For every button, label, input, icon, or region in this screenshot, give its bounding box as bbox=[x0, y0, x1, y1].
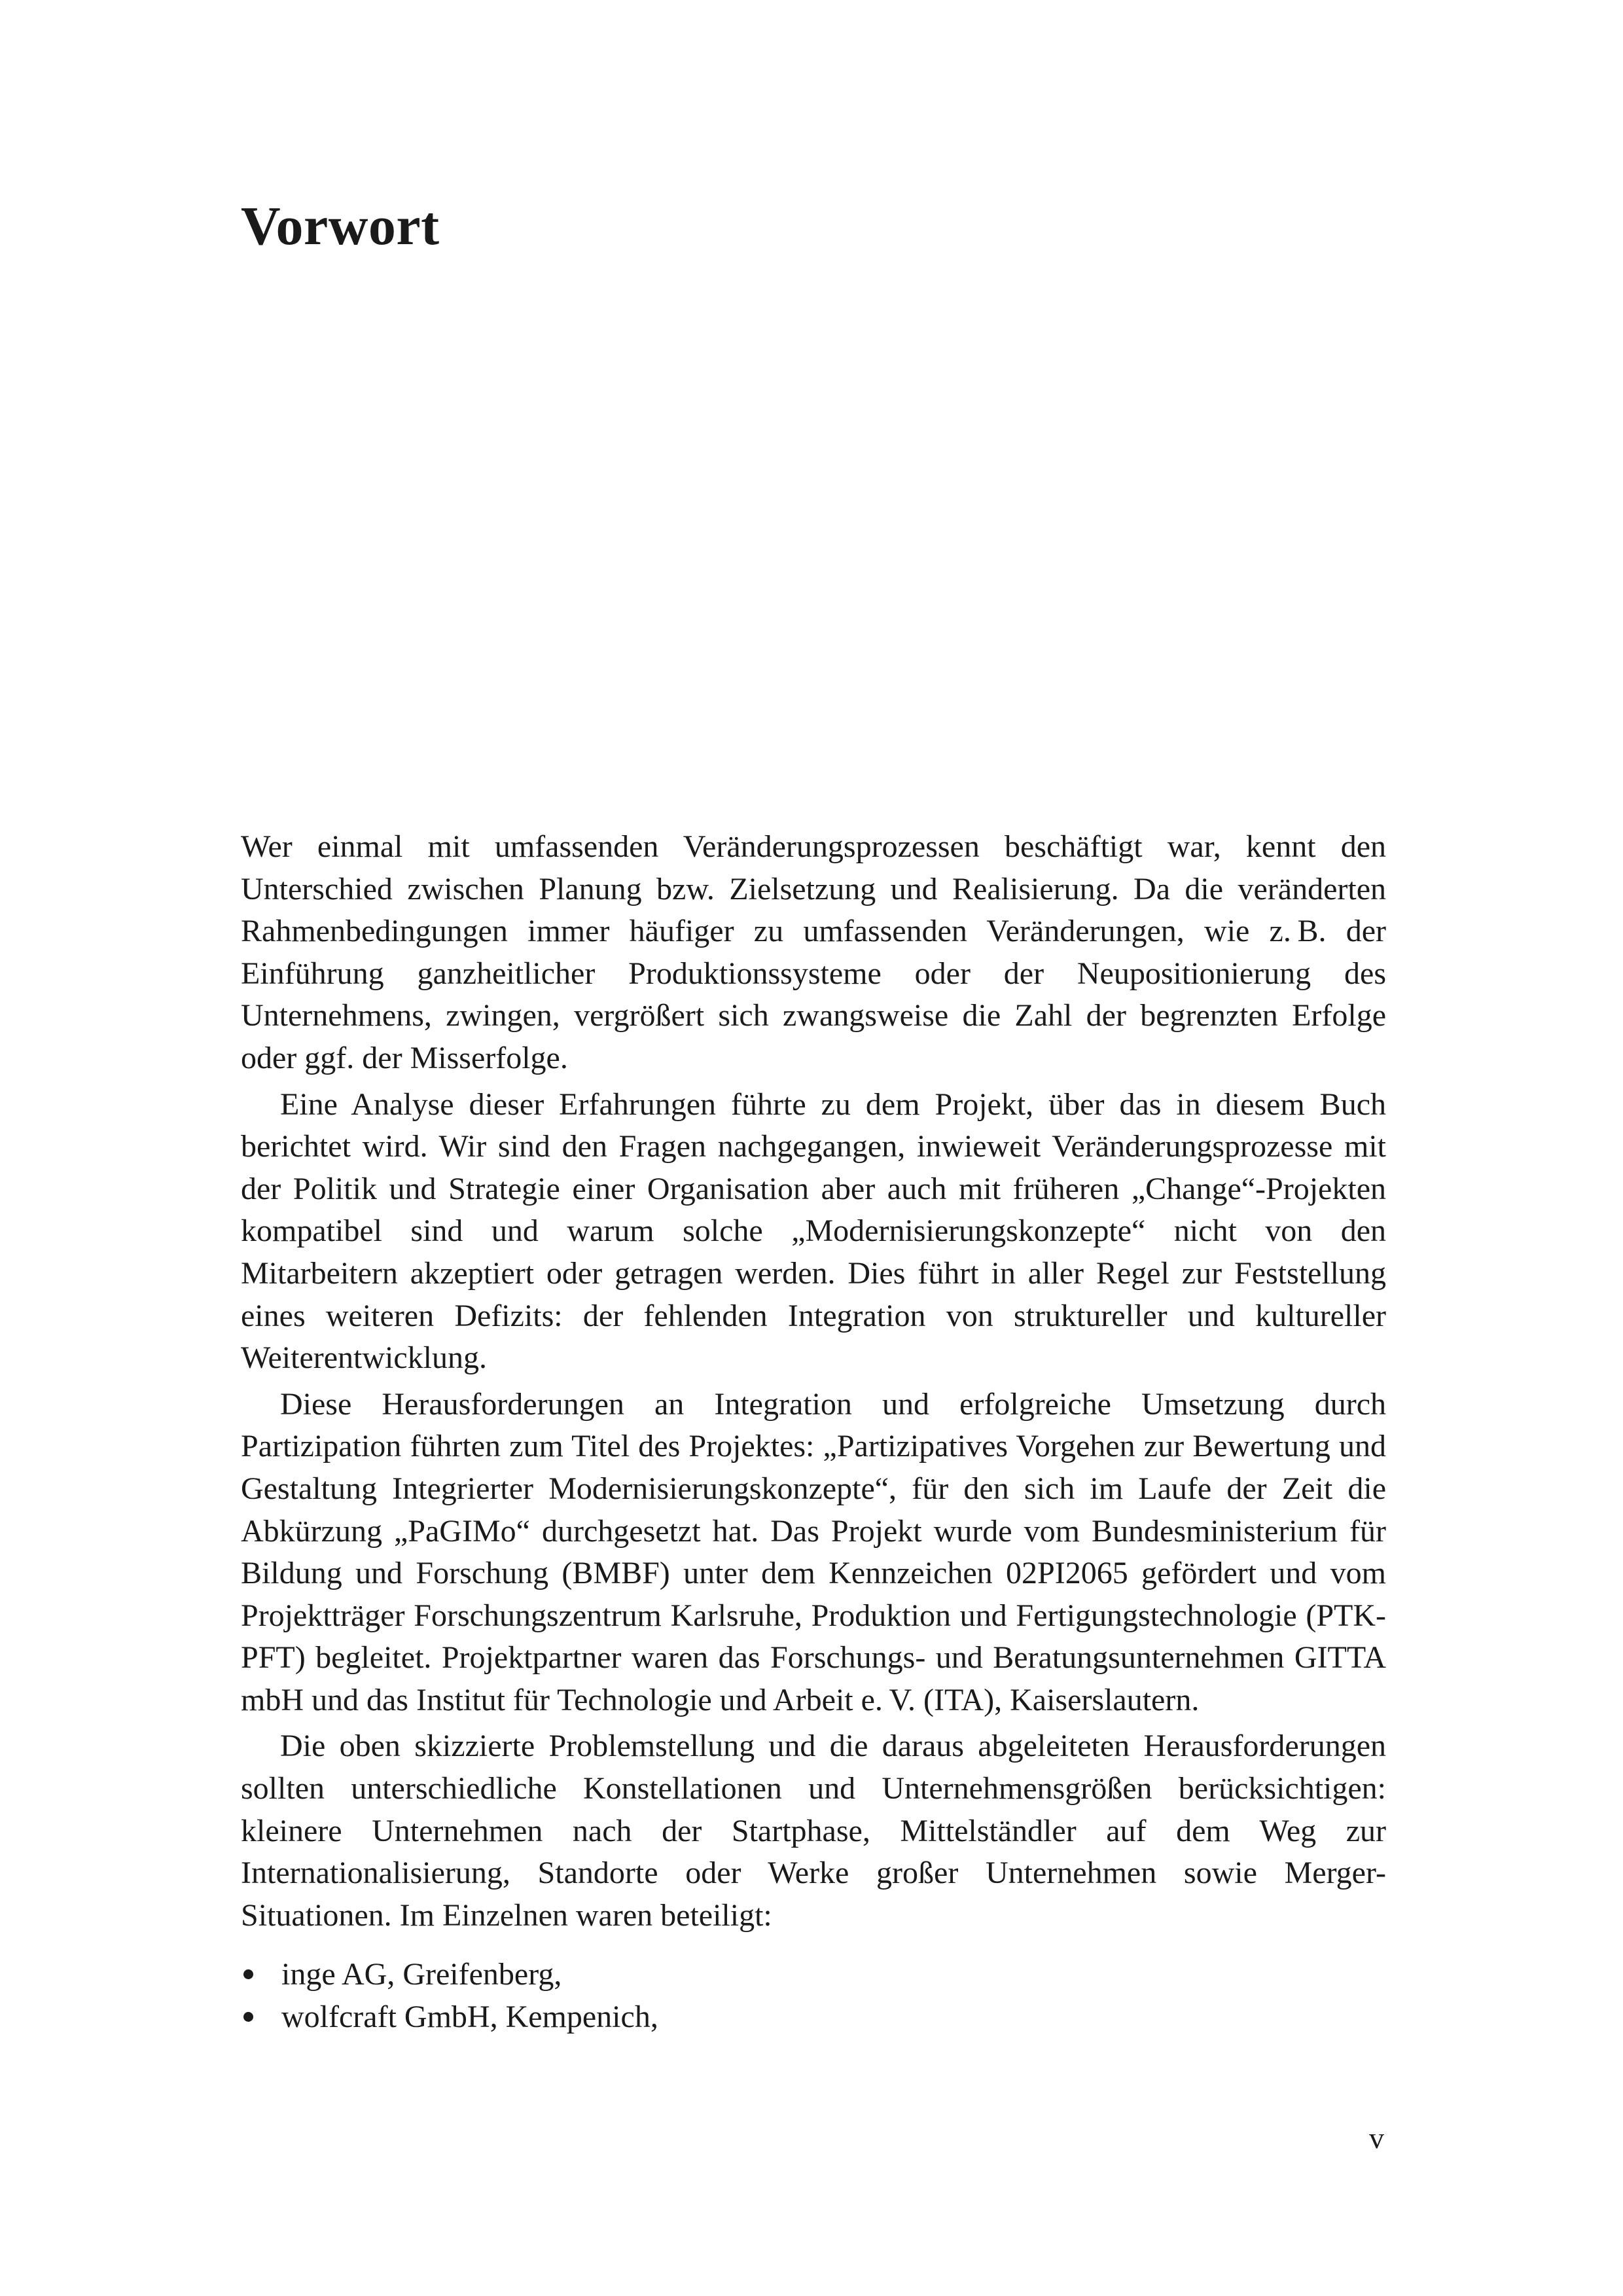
page-number: v bbox=[1369, 2121, 1384, 2155]
paragraph-1: Wer einmal mit umfassenden Veränderungsprozessen beschäftigt war, kennt den Unterschied zwischen Planung bzw. Zielsetzung und Realisierung. Da die veränderten Rahmenbedingungen immer häufiger zu umfassenden Veränderungen, wie z. B. der Einführung ganzheitlicher Produktionssysteme oder der Neupositionierung des Unternehmens, zwingen, vergrößert sich zwangsweise die Zahl der begrenzten Erfolge oder ggf. der Misserfolge. bbox=[241, 829, 1386, 1075]
list-item-text: wolfcraft GmbH, Kempenich, bbox=[281, 2000, 658, 2035]
participant-list bbox=[241, 1954, 1386, 2038]
paragraph-4: Die oben skizzierte Problemstellung und die daraus abgeleiteten Herausforderungen sollten unterschiedliche Konstellationen und Unternehmensgrößen berücksichtigen: kleinere Unternehmen nach der Startphase, Mittelständler auf dem Weg zur Internationalisierung, Standorte oder Werke großer Unternehmen sowie Merger-Situationen. Im Einzelnen waren beteiligt: bbox=[241, 1729, 1386, 1933]
bullet-icon bbox=[243, 1969, 253, 1979]
paragraph-3: Diese Herausforderungen an Integration und erfolgreiche Umsetzung durch Partizipation führten zum Titel des Projektes: „Partizipatives Vorgehen zur Bewertung und Gestaltung Integrierter Modernisierungskonzepte“, für den sich im Laufe der Zeit die Abkürzung „PaGIMo“ durchgesetzt hat. Das Projekt wurde vom Bundesministerium für Bildung und Forschung (BMBF) unter dem Kennzeichen 02PI2065 gefördert und vom Projektträger Forschungszentrum Karlsruhe, Produktion und Fertigungstechnologie (PTK-PFT) begleitet. Projektpartner waren das Forschungs- und Beratungsunternehmen GITTA mbH und das Institut für Technologie und Arbeit e. V. (ITA), Kaiserslautern. bbox=[241, 1386, 1386, 1717]
page-title: Vorwort bbox=[241, 196, 440, 257]
body-text bbox=[241, 826, 1386, 2039]
list-item bbox=[241, 1954, 1386, 1996]
paragraph-2: Eine Analyse dieser Erfahrungen führte zu dem Projekt, über das in diesem Buch berichtet wird. Wir sind den Fragen nachgegangen, inwieweit Veränderungsprozesse mit der Politik und Strategie einer Organisation aber auch mit früheren „Change“-Projekten kompatibel sind und warum solche „Modernisierungskonzepte“ nicht von den Mitarbeitern akzeptiert oder getragen werden. Dies führt in aller Regel zur Feststellung eines weiteren Defizits: der fehlenden Integration von struktureller und kultureller Weiterentwicklung. bbox=[241, 1086, 1386, 1376]
bullet-icon bbox=[243, 2012, 253, 2022]
list-item-text: inge AG, Greifenberg, bbox=[281, 1957, 562, 1992]
list-item bbox=[241, 1996, 1386, 2039]
